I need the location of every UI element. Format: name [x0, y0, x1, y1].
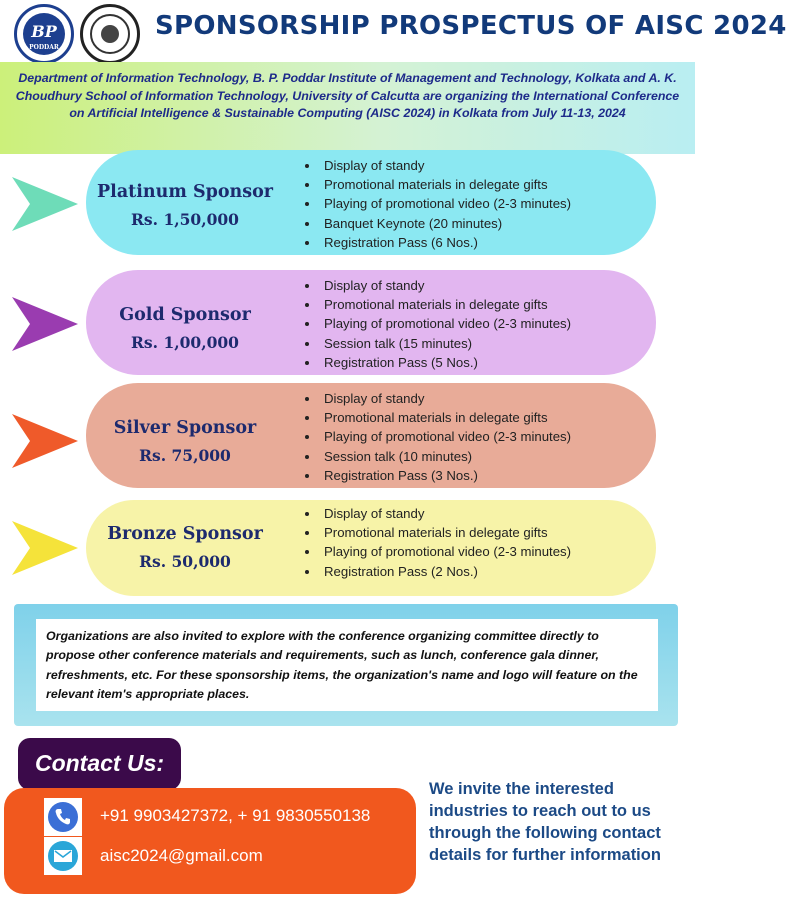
university-of-calcutta-seal — [80, 4, 140, 64]
tier-name: Gold Sponsor — [119, 305, 251, 325]
benefit-item: • Promotional materials in delegate gifts — [320, 523, 571, 542]
email-icon — [44, 837, 82, 875]
benefit-item: • Registration Pass (3 Nos.) — [320, 466, 571, 485]
bronze-sponsor-band — [86, 500, 656, 596]
arrow-shape — [12, 297, 78, 351]
additional-sponsorship-note — [14, 604, 678, 726]
benefits-list — [304, 389, 571, 485]
benefit-item: • Playing of promotional video (2-3 minutes) — [320, 542, 571, 561]
benefit-item: • Display of standy — [320, 504, 571, 523]
benefit-item: • Playing of promotional video (2-3 minutes) — [320, 314, 571, 333]
tier-price: Rs. 75,000 — [139, 446, 231, 465]
page-title: SPONSORSHIP PROSPECTUS OF AISC 2024 — [155, 11, 787, 41]
contact-email[interactable]: aisc2024@gmail.com — [100, 846, 263, 865]
platinum-arrow-icon — [8, 173, 80, 235]
tier-name: Bronze Sponsor — [107, 524, 263, 544]
benefit-item: • Promotional materials in delegate gifts — [320, 295, 571, 314]
contact-phone[interactable]: +91 9903427372, + 91 9830550138 — [100, 806, 371, 825]
benefit-item: • Promotional materials in delegate gifts — [320, 175, 571, 194]
benefits-list — [304, 276, 571, 372]
platinum-sponsor-band — [86, 150, 656, 255]
tier-price: Rs. 1,00,000 — [131, 333, 239, 352]
arrow-shape — [12, 414, 78, 468]
tier-name: Silver Sponsor — [113, 418, 257, 438]
benefit-item: • Playing of promotional video (2-3 minutes) — [320, 194, 571, 213]
benefit-item: • Display of standy — [320, 389, 571, 408]
phone-icon — [44, 798, 82, 836]
contact-heading: Contact Us: — [18, 738, 181, 790]
contact-details-box — [4, 788, 416, 894]
arrow-shape — [12, 177, 78, 231]
gold-sponsor-band — [86, 270, 656, 375]
benefit-item: • Registration Pass (6 Nos.) — [320, 233, 571, 252]
invite-text: We invite the interested industries to reach out to us through the following contact details for further information — [429, 780, 661, 864]
bronze-arrow-icon — [8, 517, 80, 579]
intro-text: Department of Information Technology, B. P. Poddar Institute of Management and Technology, Kolkata and A. K. Choudhury School of Information Technology, University of Calcutta are organizing the International Conference on Artificial Intelligence & Sustainable Computing (AISC 2024) in Kolkata from July 11-13, 2024 — [15, 71, 680, 120]
benefit-item: • Display of standy — [320, 156, 571, 175]
logo-text: BP — [31, 22, 57, 41]
note-text: Organizations are also invited to explore with the conference organizing committee directly to propose other conference materials and requirements, such as lunch, conference gala dinner, refreshments, etc. For these sponsorship items, the organization's name and logo will feature on the relevant item's appropriate places. — [46, 629, 638, 701]
tier-price: Rs. 50,000 — [139, 552, 231, 571]
logo-subtext: PODDAR — [29, 44, 59, 51]
arrow-shape — [12, 521, 78, 575]
gold-arrow-icon — [8, 293, 80, 355]
benefit-item: • Banquet Keynote (20 minutes) — [320, 214, 571, 233]
silver-sponsor-band — [86, 383, 656, 488]
benefit-item: • Session talk (15 minutes) — [320, 334, 571, 353]
benefits-list — [304, 156, 571, 252]
benefit-item: • Promotional materials in delegate gifts — [320, 408, 571, 427]
benefit-item: • Session talk (10 minutes) — [320, 447, 571, 466]
envelope-glyph — [54, 850, 72, 862]
tier-name: Platinum Sponsor — [97, 182, 273, 202]
phone-glyph — [55, 808, 71, 826]
benefit-item: • Playing of promotional video (2-3 minutes) — [320, 427, 571, 446]
benefit-item: • Registration Pass (5 Nos.) — [320, 353, 571, 372]
benefit-item: • Registration Pass (2 Nos.) — [320, 562, 571, 581]
bp-poddar-logo — [14, 4, 74, 64]
silver-arrow-icon — [8, 410, 80, 472]
benefits-list — [304, 504, 571, 581]
benefit-item: • Display of standy — [320, 276, 571, 295]
intro-banner — [0, 62, 695, 154]
tier-price: Rs. 1,50,000 — [131, 210, 239, 229]
